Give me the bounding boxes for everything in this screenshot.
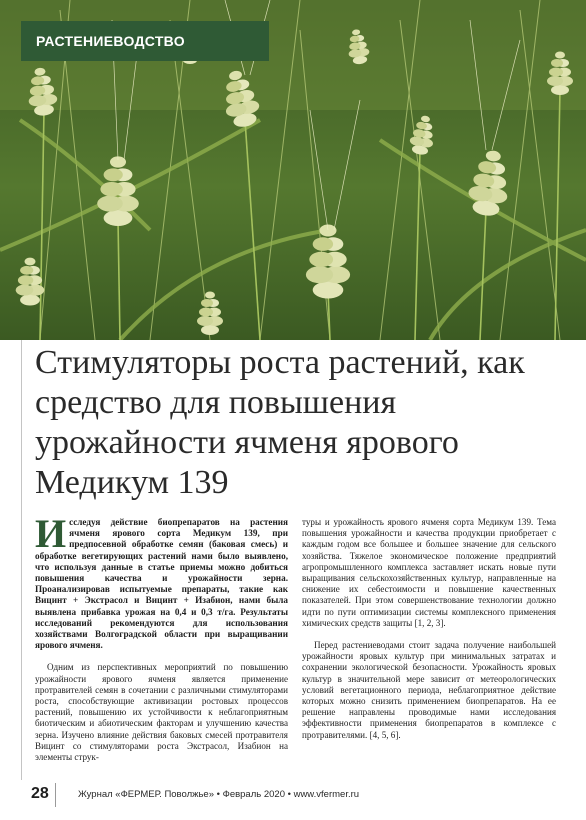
lead-text: сследуя действие биопрепаратов на растения ячменя ярового сорта Медикум 139, при предпосевной обработке семян (баковая смесь) и обработке вегетирующих растений нами было выявлено, что используя данные в статье приемы можно добиться повышения качества и урожайности зерна. Проанализировав испытуемые препараты, такие как Вицинт + Экстрасол и Вицинт + Изабион, нами была выявлена прибавка урожая на 0,4 и 0,3 т/га. Результаты исследований рекомендуются для использования хозяйствами Волгоградской области при выращивании ярового ячменя. [35,517,288,651]
footer-publication: Журнал «ФЕРМЕР. Поволжье» • Февраль 2020 • www.vfermer.ru [78,789,360,800]
section-label: РАСТЕНИЕВОДСТВО [21,21,269,61]
article-lead [35,511,288,651]
drop-cap: И [35,511,67,556]
article-title: Стимуляторы роста растений, как средство для повышения урожайности ячменя ярового Медикум 139 [35,344,525,501]
article-left-column [35,511,288,763]
article-right-column [302,517,556,741]
page-footer [21,783,561,807]
page-number: 28 [31,785,49,802]
body-paragraph: Одним из перспективных мероприятий по повышению урожайности ярового ячменя является применение протравителей семян в сочетании с различными стимуляторами роста, способствующие активизации ростовых процессов растений, повышению их устойчивости к неблагоприятным биотическим и абиотическим факторам и улучшению качества зерна. Изучено влияние действия баковых смесей протравителя Вицинт со стимуляторами роста Экстрасол, Изабион на элементы струк- [35,662,288,763]
footer-divider [55,783,56,807]
body-paragraph: туры и урожайность ярового ячменя сорта Медикум 139. Тема повышения урожайности и качества продукции приобретает с каждым годом все большее и большее значение для сельского хозяйства. Тяжелое экономическое положение предприятий агропромышленного комплекса заставляет искать новые пути выращивания сельскохозяйственных культур, направленные на снижение их себестоимости и повышение качественных показателей. При этом совершенствование технологии должно идти по пути оптимизации системы комплексного применения химических средств защиты [1, 2, 3]. [302,517,556,628]
column-divider [21,340,22,780]
body-paragraph: Перед растениеводами стоит задача получение наибольшей урожайности яровых культур при минимальных затратах и сохранении экологической безопасности. Урожайность яровых культур в значительной мере зависит от метеорологических условий вегетационного периода, неблагоприятное действие которых можно снизить применением биопрепаратов. На ее решение направлены проводимые нами исследования эффективности применения биопрепаратов в комплексе с протравителями. [4, 5, 6]. [302,640,556,740]
